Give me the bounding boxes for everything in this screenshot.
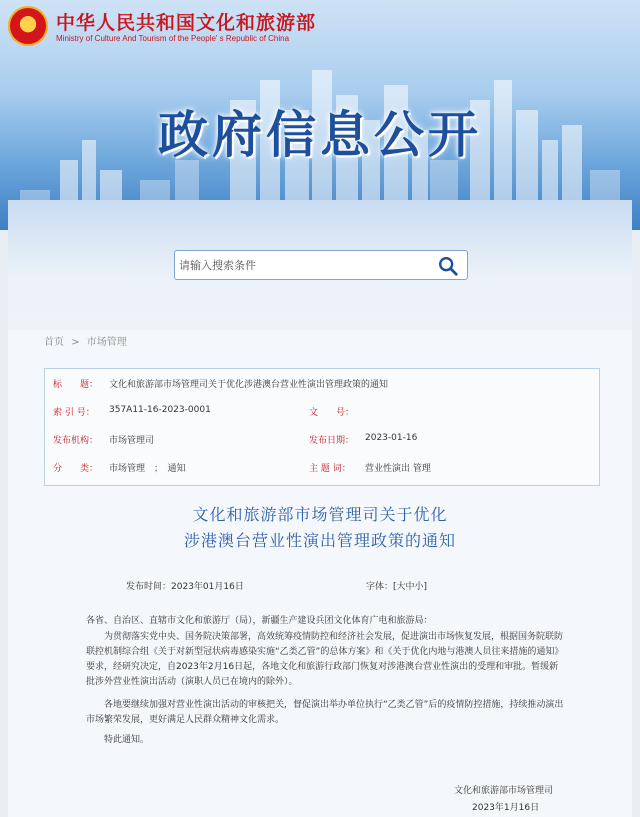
document-metadata-table: [44, 368, 600, 486]
ministry-name-en: Ministry of Culture And Tourism of the People' s Republic of China: [56, 34, 290, 43]
meta-index-label: 索 引 号：: [53, 408, 95, 418]
article-closing: 特此通知。: [104, 735, 150, 745]
breadcrumb-home-link[interactable]: 首页: [44, 337, 64, 348]
meta-row-title: [45, 377, 601, 403]
search-input[interactable]: [179, 255, 429, 275]
font-size-control: [366, 579, 427, 592]
meta-subject-value: 营业性演出 管理: [365, 464, 431, 474]
breadcrumb-separator: >: [71, 337, 80, 348]
meta-date-value: 2023-01-16: [365, 433, 418, 443]
publish-time: [126, 579, 244, 592]
meta-subject-label: 主 题 词：: [309, 464, 351, 474]
meta-row-issuer: [45, 433, 601, 459]
meta-category-label: 分 类：: [53, 464, 99, 474]
meta-date-label: 发布日期：: [309, 436, 355, 446]
signature-date: 2023年1月16日: [472, 803, 540, 813]
ministry-name-cn[interactable]: 中华人民共和国文化和旅游部: [56, 12, 317, 34]
national-emblem-logo: [8, 6, 48, 46]
signature-org: 文化和旅游部市场管理司: [454, 786, 554, 796]
breadcrumb-section-link[interactable]: 市场管理: [86, 337, 127, 348]
meta-row-category: [45, 461, 601, 487]
search-bar: [174, 250, 468, 280]
meta-title-value: 文化和旅游部市场管理司关于优化涉港澳台营业性演出管理政策的通知: [109, 380, 389, 390]
font-size-options[interactable]: [大中小]: [393, 582, 428, 592]
publish-time-label: 发布时间：: [126, 582, 172, 592]
article-paragraph-1: 为贯彻落实党中央、国务院决策部署，高效统筹疫情防控和经济社会发展，促进演出市场恢复发展，根据国务院联防联控机制综合组《关于对新型冠状病毒感染实施“乙类乙管”的总体方案》和《关于优化内地与港澳人员往来措施的通知》要求，经研究决定，自2023年2月16日起，各地文化和旅游行政部门恢复对涉港澳台营业性演出的受理和审批。暂缓新批涉外营业性演出活动（演职人员已在境内的除外）。: [86, 632, 564, 687]
meta-row-index: [45, 405, 601, 431]
article-paragraph-2: 各地要继续加强对营业性演出活动的审核把关，督促演出举办单位执行“乙类乙管”后的疫情防控措施，持续推动演出市场繁荣发展，更好满足人民群众精神文化需求。: [86, 700, 564, 725]
search-icon[interactable]: [437, 255, 459, 277]
meta-issuer-label: 发布机构：: [53, 436, 99, 446]
article-salutation: 各省、自治区、直辖市文化和旅游厅（局），新疆生产建设兵团文化体育广电和旅游局：: [86, 616, 433, 626]
meta-category-value: 市场管理 ； 通知: [109, 464, 186, 474]
font-size-label: 字体：: [366, 582, 394, 592]
publish-time-value: 2023年01月16日: [171, 582, 244, 592]
meta-index-value: 357A11-16-2023-0001: [109, 405, 211, 415]
meta-docno-label: 文 号：: [309, 408, 355, 418]
meta-issuer-value: 市场管理司: [109, 436, 155, 446]
banner-title: 政府信息公开: [158, 106, 482, 164]
breadcrumb: [44, 333, 131, 348]
header-banner: [0, 0, 640, 230]
article-title-line2: 涉港澳台营业性演出管理政策的通知: [183, 531, 456, 550]
article-title-line1: 文化和旅游部市场管理司关于优化: [192, 505, 448, 524]
meta-title-label: 标 题：: [53, 380, 99, 390]
